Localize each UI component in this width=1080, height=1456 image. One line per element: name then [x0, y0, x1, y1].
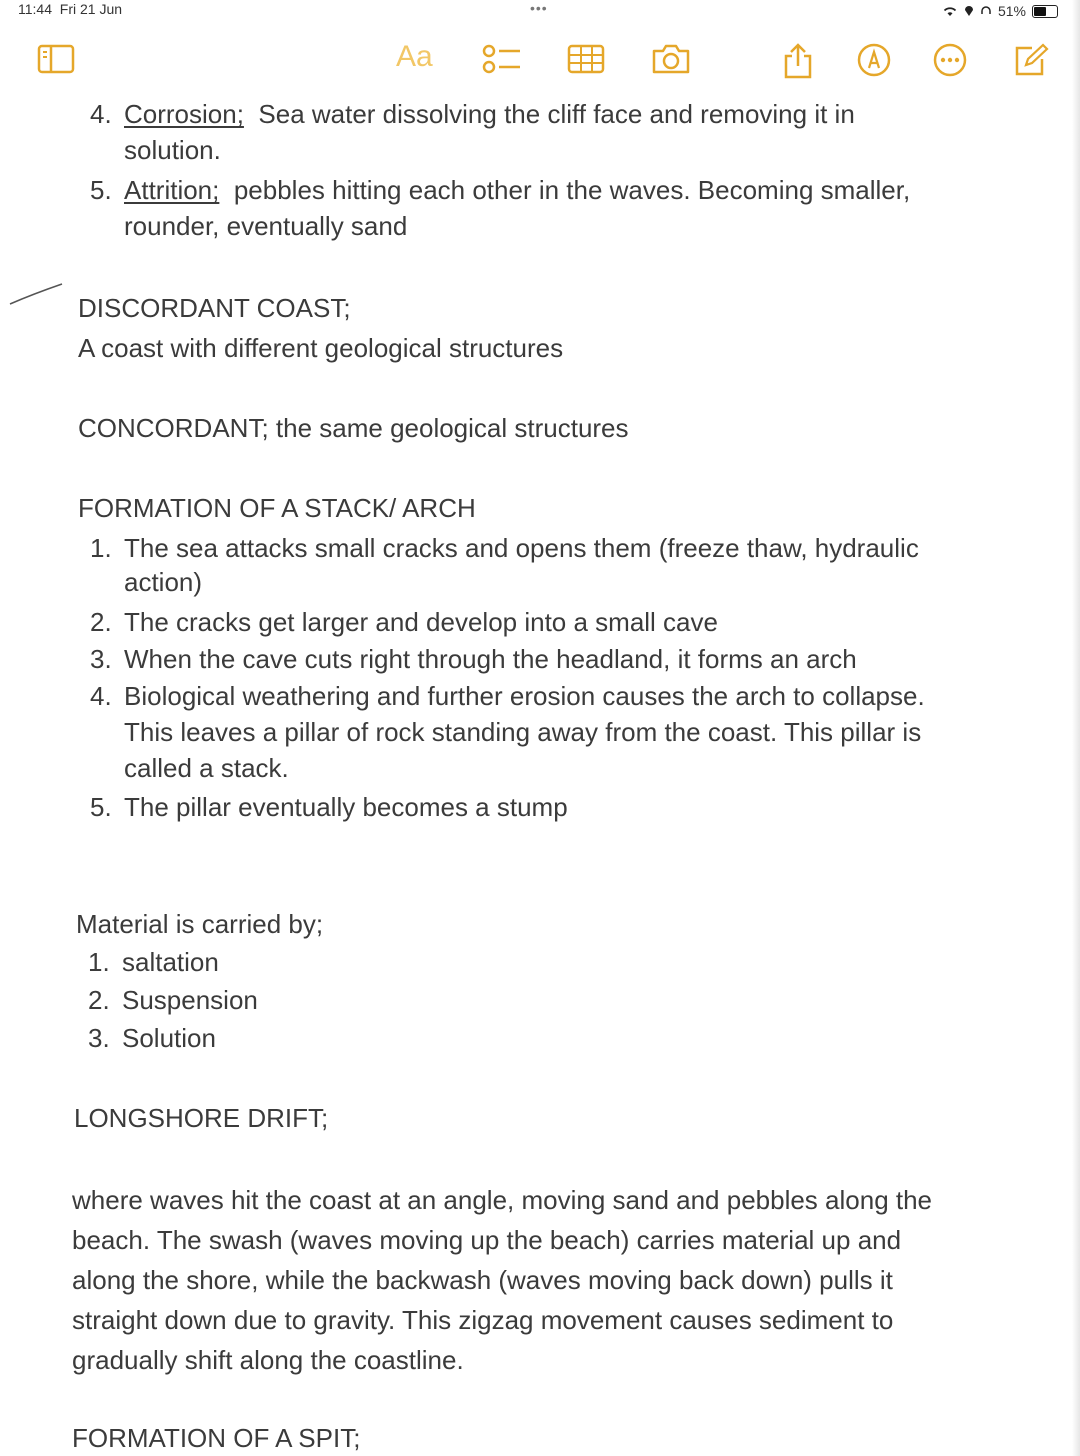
status-indicators [942, 3, 1058, 19]
list-number: 4. [90, 99, 112, 129]
pencil-stroke-mark [8, 276, 64, 306]
heading-stack-arch: FORMATION OF A STACK/ ARCH [78, 493, 476, 523]
paragraph: CONCORDANT; the same geological structures [78, 413, 629, 443]
heading-longshore: LONGSHORE DRIFT; [74, 1103, 329, 1133]
status-bar [0, 0, 1080, 22]
heading-material: Material is carried by; [76, 909, 324, 939]
list-item: The cracks get larger and develop into a small cave [124, 607, 718, 637]
list-item: Biological weathering and further erosion causes the arch to collapse. [124, 681, 925, 711]
list-item: saltation [122, 947, 219, 977]
term: Attrition; [124, 175, 220, 205]
battery-percent: 51% [997, 3, 1026, 19]
status-time: 11:44 Fri 21 Jun [18, 1, 123, 17]
list-item: Attrition; pebbles hitting each other in the waves. Becoming smaller, [124, 175, 911, 205]
list-number: 1. [88, 947, 110, 977]
page-edge [1072, 0, 1080, 1456]
list-number: 3. [88, 1023, 110, 1053]
share-icon[interactable] [782, 42, 814, 80]
list-number: 2. [88, 985, 110, 1015]
location-icon [964, 5, 974, 17]
markup-icon[interactable] [856, 42, 892, 78]
list-item-continuation: action) [124, 567, 203, 597]
heading-spit: FORMATION OF A SPIT; [72, 1423, 361, 1453]
table-icon[interactable] [566, 42, 606, 76]
list-item: The sea attacks small cracks and opens them (freeze thaw, hydraulic [124, 533, 919, 563]
list-item-continuation: rounder, eventually sand [124, 211, 408, 241]
term: Corrosion; [124, 99, 244, 129]
list-number: 5. [90, 175, 112, 205]
list-number: 3. [90, 644, 112, 674]
list-item: The pillar eventually becomes a stump [124, 792, 568, 822]
battery-icon [1032, 5, 1058, 18]
paragraph-line: beach. The swash (waves moving up the beach) carries material up and [72, 1225, 902, 1255]
list-number: 2. [90, 607, 112, 637]
heading-discordant: DISCORDANT COAST; [78, 293, 351, 323]
list-item: When the cave cuts right through the headland, it forms an arch [124, 644, 857, 674]
paragraph-line: gradually shift along the coastline. [72, 1345, 464, 1375]
wifi-icon [942, 5, 958, 17]
compose-note-icon[interactable] [1012, 42, 1050, 78]
list-number: 4. [90, 681, 112, 711]
sidebar-toggle-icon[interactable] [36, 42, 76, 76]
list-item-continuation: called a stack. [124, 753, 289, 783]
list-item-continuation: This leaves a pillar of rock standing away from the coast. This pillar is [124, 717, 922, 747]
list-item: Corrosion; Sea water dissolving the cliff face and removing it in [124, 99, 855, 129]
notes-toolbar [0, 38, 1080, 86]
paragraph: A coast with different geological structures [78, 333, 564, 363]
paragraph-line: along the shore, while the backwash (waves moving back down) pulls it [72, 1265, 893, 1295]
multitasking-dots-icon[interactable]: ••• [530, 0, 548, 16]
paragraph-line: where waves hit the coast at an angle, moving sand and pebbles along the [72, 1185, 933, 1215]
more-options-icon[interactable] [932, 42, 968, 78]
checklist-icon[interactable] [480, 42, 522, 76]
list-item: Solution [122, 1023, 216, 1053]
camera-icon[interactable] [650, 42, 692, 76]
headphones-icon [980, 5, 992, 17]
format-text-button[interactable]: Aa [396, 40, 433, 73]
list-number: 1. [90, 533, 112, 563]
paragraph-line: straight down due to gravity. This zigzag movement causes sediment to [72, 1305, 894, 1335]
list-number: 5. [90, 792, 112, 822]
list-item-continuation: solution. [124, 135, 221, 165]
list-item: Suspension [122, 985, 258, 1015]
